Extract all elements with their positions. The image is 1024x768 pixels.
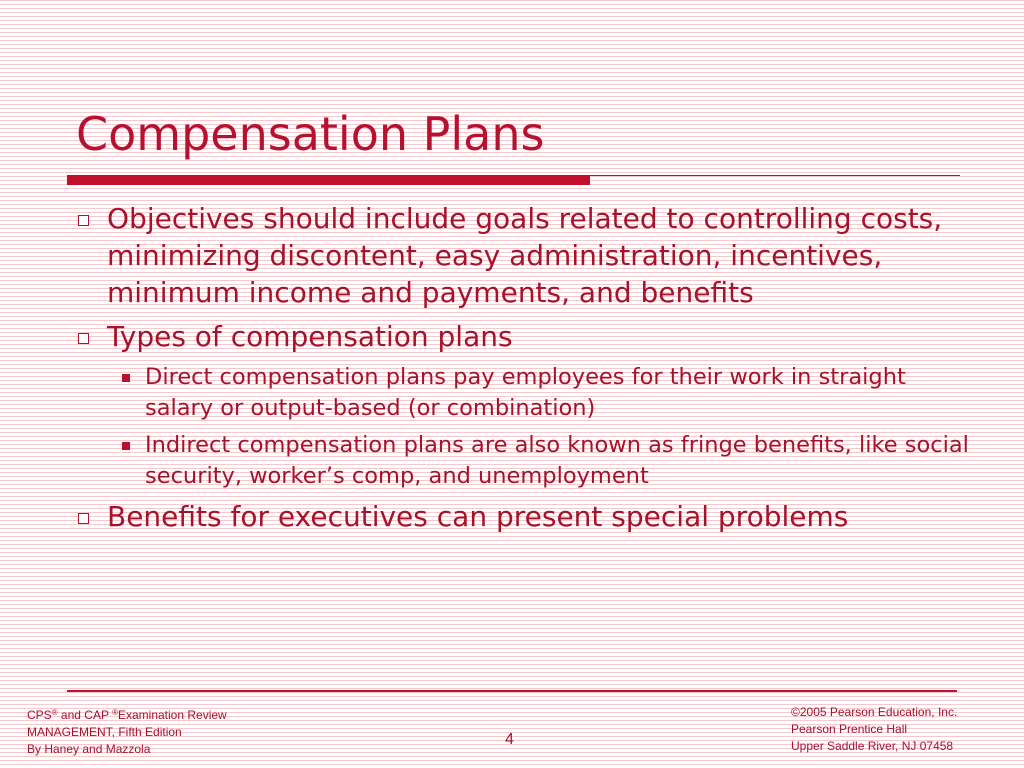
registered-mark: ®: [112, 708, 118, 717]
title-underline-bar: [67, 175, 590, 185]
slide-content: [76, 200, 976, 542]
bullet-objectives: [76, 200, 976, 311]
hollow-square-bullet-icon: [78, 333, 89, 344]
footer-left-line3: By Haney and Mazzola: [27, 742, 151, 756]
footer-divider: [67, 690, 957, 692]
filled-square-bullet-icon: [122, 442, 130, 450]
bullet-types: [76, 318, 976, 355]
registered-mark: ®: [51, 708, 58, 717]
filled-square-bullet-icon: [122, 374, 130, 382]
sub-bullet-text: Direct compensation plans pay employees for their work in straight salary or output-based (or combination): [145, 364, 906, 421]
footer-right-line3: Upper Saddle River, NJ 07458: [791, 739, 954, 753]
footer-left-line1: [27, 704, 227, 724]
sub-bullet-direct: [76, 362, 976, 424]
bullet-executives: [76, 498, 976, 535]
footer-right: [791, 704, 957, 755]
bullet-text: Objectives should include goals related to controlling costs, minimizing discontent, easy administration, incentives, minimum income and payments, and benefits: [107, 202, 943, 309]
footer-cps: CPS: [27, 708, 52, 722]
hollow-square-bullet-icon: [78, 513, 89, 524]
footer-left-line2: MANAGEMENT, Fifth Edition: [27, 725, 182, 739]
title-underline-rule: [590, 175, 960, 176]
bullet-text: Types of compensation plans: [107, 320, 513, 353]
bullet-text: Benefits for executives can present special problems: [107, 500, 849, 533]
footer-right-line2: Pearson Prentice Hall: [791, 722, 908, 736]
sub-bullet-indirect: [76, 430, 976, 492]
footer-exam: Examination Review: [117, 708, 227, 722]
slide-title: Compensation Plans: [76, 107, 545, 161]
footer-left: [27, 704, 227, 758]
hollow-square-bullet-icon: [78, 215, 89, 226]
sub-bullet-text: Indirect compensation plans are also known as fringe benefits, like social security, worker’s comp, and unemployment: [145, 432, 969, 489]
footer-and-cap: and CAP: [57, 708, 113, 722]
footer-right-line1: ©2005 Pearson Education, Inc.: [791, 705, 958, 719]
page-number: 4: [505, 731, 514, 748]
